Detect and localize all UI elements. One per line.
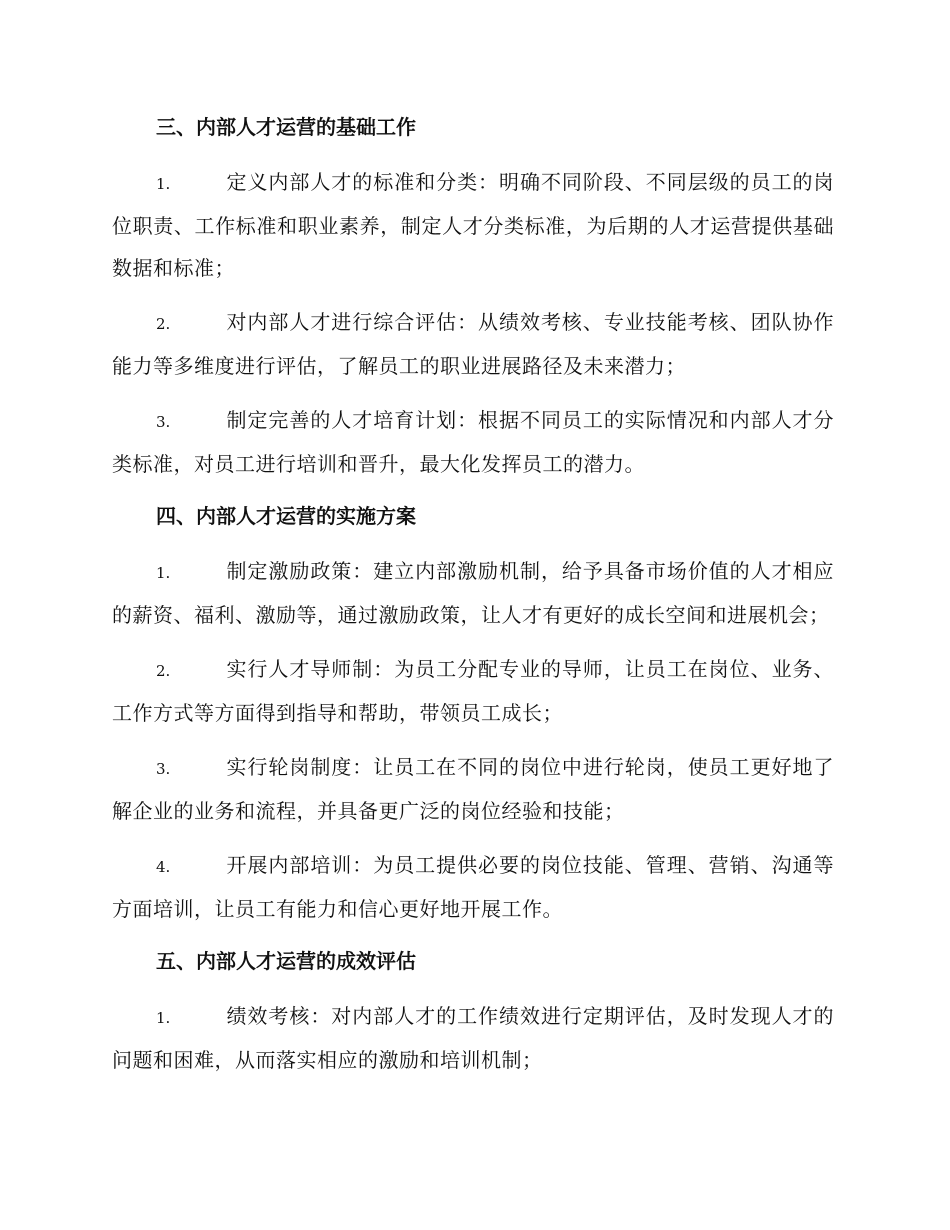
- list-item: [112, 550, 834, 636]
- list-item: [112, 399, 834, 485]
- list-item: [112, 844, 834, 930]
- item-text: 绩效考核：对内部人才的工作绩效进行定期评估，及时发现人才的问题和困难，从而落实相应的激励和培训机制；: [112, 1004, 834, 1072]
- item-number: 2.: [156, 662, 171, 680]
- list-item: [112, 746, 834, 832]
- item-number: 1.: [156, 564, 171, 582]
- list-item: [112, 301, 834, 387]
- item-text: 定义内部人才的标准和分类：明确不同阶段、不同层级的员工的岗位职责、工作标准和职业素养，制定人才分类标准，为后期的人才运营提供基础数据和标准；: [112, 170, 834, 280]
- item-number: 1.: [156, 1009, 171, 1027]
- item-number: 3.: [156, 413, 171, 431]
- item-text: 制定激励政策：建立内部激励机制，给予具备市场价值的人才相应的薪资、福利、激励等，通过激励政策，让人才有更好的成长空间和进展机会；: [112, 559, 834, 627]
- item-number: 2.: [156, 315, 171, 333]
- section-heading: 四、内部人才运营的实施方案: [156, 504, 416, 528]
- item-text: 制定完善的人才培育计划：根据不同员工的实际情况和内部人才分类标准，对员工进行培训和晋升，最大化发挥员工的潜力。: [112, 408, 834, 476]
- item-text: 实行轮岗制度：让员工在不同的岗位中进行轮岗，使员工更好地了解企业的业务和流程，并具备更广泛的岗位经验和技能；: [112, 755, 834, 823]
- section-5: [112, 942, 834, 1081]
- item-number: 1.: [156, 175, 171, 193]
- section-heading: 五、内部人才运营的成效评估: [156, 949, 416, 973]
- item-text: 开展内部培训：为员工提供必要的岗位技能、管理、营销、沟通等方面培训，让员工有能力和信心更好地开展工作。: [112, 853, 834, 921]
- list-item: [112, 648, 834, 734]
- item-text: 对内部人才进行综合评估：从绩效考核、专业技能考核、团队协作能力等多维度进行评估，了解员工的职业进展路径及未来潜力；: [112, 310, 834, 378]
- item-number: 3.: [156, 760, 171, 778]
- section-4: [112, 497, 834, 930]
- item-number: 4.: [156, 858, 171, 876]
- document-page: [112, 108, 834, 1093]
- list-item: [112, 995, 834, 1081]
- item-text: 实行人才导师制：为员工分配专业的导师，让员工在岗位、业务、工作方式等方面得到指导和帮助，带领员工成长；: [112, 657, 834, 725]
- list-item: [112, 161, 834, 289]
- section-heading: 三、内部人才运营的基础工作: [156, 115, 416, 139]
- section-3: [112, 108, 834, 485]
